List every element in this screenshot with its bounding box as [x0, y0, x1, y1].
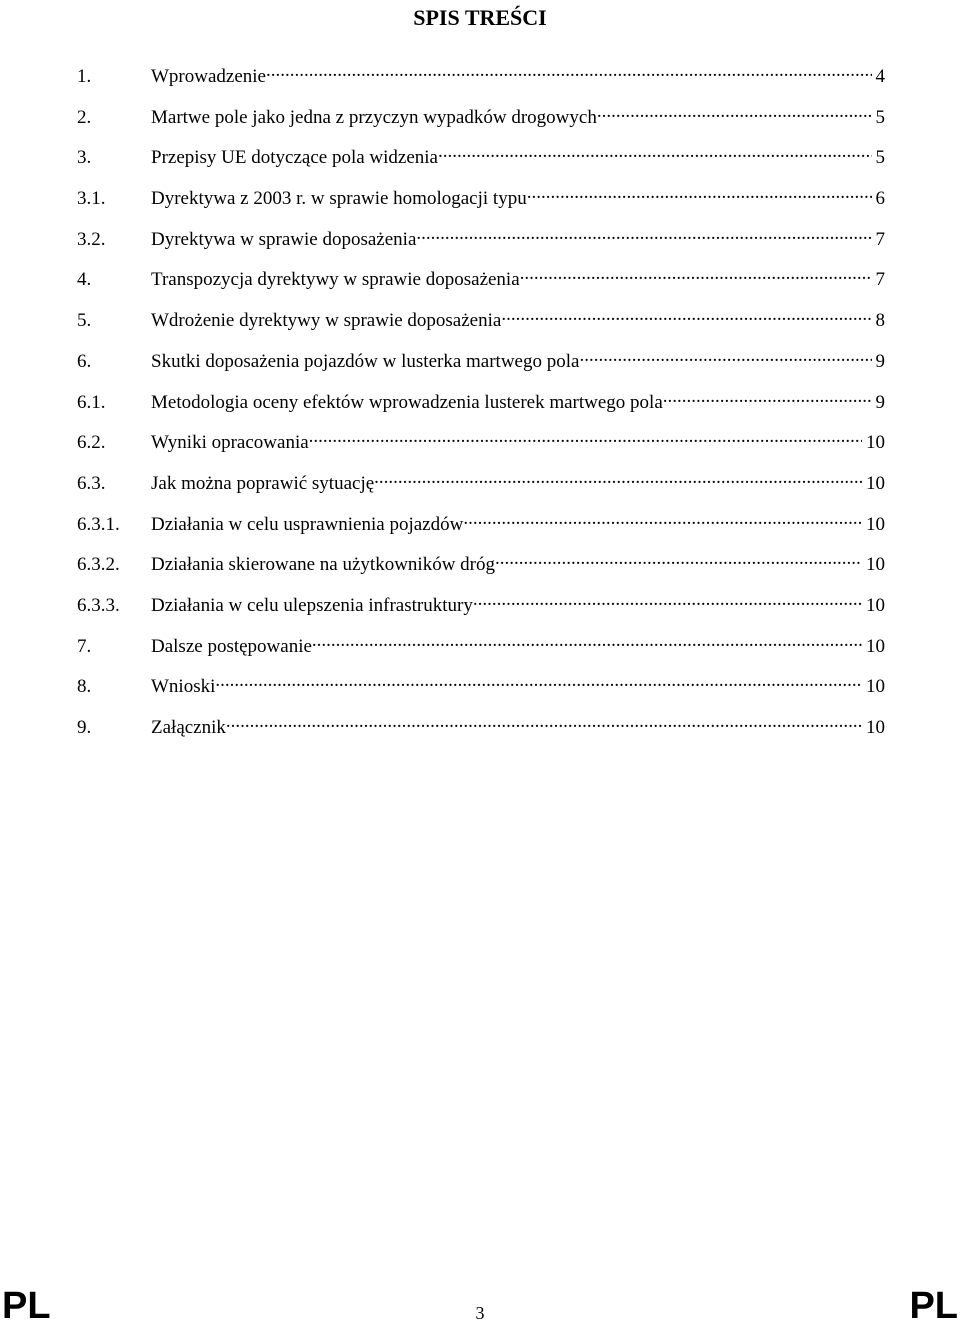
toc-leader-dots	[473, 589, 862, 611]
toc-entry-page: 10	[866, 513, 885, 535]
toc-entry-page: 10	[866, 472, 885, 494]
toc-entry[interactable]	[77, 101, 885, 142]
toc-entry-title: Załącznik	[151, 717, 226, 738]
toc-entry[interactable]	[77, 263, 885, 304]
footer-language-right: PL	[909, 1285, 958, 1327]
toc-entry-title: Skutki doposażenia pojazdów w lusterka martwego pola	[151, 350, 580, 372]
toc-entry[interactable]	[77, 711, 885, 752]
toc-leader-dots	[597, 101, 872, 123]
toc-entry-title: Dyrektywa z 2003 r. w sprawie homologacji typu	[151, 188, 527, 210]
toc-entry[interactable]	[77, 548, 885, 589]
toc-entry[interactable]	[77, 589, 885, 630]
toc-entry-page: 9	[875, 350, 885, 372]
toc-leader-dots	[663, 386, 872, 408]
toc-entry[interactable]	[77, 304, 885, 345]
toc-leader-dots	[416, 223, 871, 245]
toc-entry-number: 6.1.	[77, 391, 106, 413]
toc-entry[interactable]	[77, 426, 885, 467]
toc-entry-number: 8.	[77, 676, 92, 698]
toc-entry[interactable]	[77, 670, 885, 711]
toc-entry-number: 3.2.	[77, 228, 106, 250]
toc-entry-number: 2.	[77, 106, 92, 128]
toc-entry-page: 9	[875, 391, 885, 413]
toc-entry-page: 7	[875, 269, 885, 291]
toc-entry-number: 6.3.3.	[77, 594, 120, 616]
toc-entry[interactable]	[77, 467, 885, 508]
toc-entry-title: Wyniki opracowania	[151, 432, 309, 454]
toc-entry-page: 10	[866, 432, 885, 454]
toc-entry-title: Działania skierowane na użytkowników dróg	[151, 554, 496, 576]
toc-entry-page: 10	[866, 676, 885, 698]
footer-language-left: PL	[2, 1285, 51, 1327]
toc-entry-title: Wdrożenie dyrektywy w sprawie doposażenia	[151, 310, 502, 332]
toc-leader-dots	[501, 304, 871, 326]
toc-entry[interactable]	[77, 630, 885, 671]
toc-entry-page: 5	[875, 147, 885, 169]
toc-entry-number: 7.	[77, 635, 92, 657]
toc-entry-number: 6.3.	[77, 472, 106, 494]
toc-entry-number: 6.	[77, 350, 92, 372]
toc-entry-page: 10	[866, 554, 885, 576]
toc-leader-dots	[463, 508, 862, 530]
toc-entry-number: 6.2.	[77, 432, 106, 454]
toc-leader-dots	[495, 548, 862, 570]
toc-leader-dots	[215, 670, 862, 692]
table-of-contents	[77, 60, 885, 752]
toc-entry[interactable]	[77, 141, 885, 182]
toc-entry-page: 8	[875, 310, 885, 332]
toc-entry-title: Jak można poprawić sytuację	[151, 472, 375, 494]
toc-leader-dots	[527, 182, 872, 204]
toc-entry-number: 5.	[77, 310, 92, 332]
toc-entry[interactable]	[77, 386, 885, 427]
page-title: SPIS TREŚCI	[413, 5, 547, 30]
toc-entry-number: 6.3.2.	[77, 554, 120, 576]
toc-entry-title: Wnioski	[151, 676, 216, 698]
toc-leader-dots	[266, 60, 872, 82]
toc-leader-dots	[520, 263, 872, 285]
toc-entry-title: Transpozycja dyrektywy w sprawie doposażenia	[151, 269, 520, 291]
toc-entry[interactable]	[77, 345, 885, 386]
toc-entry-number: 3.1.	[77, 188, 106, 210]
toc-entry-title: Przepisy UE dotyczące pola widzenia	[151, 147, 438, 169]
toc-entry-title: Dalsze postępowanie	[151, 635, 312, 657]
toc-entry-title: Działania w celu usprawnienia pojazdów	[151, 513, 464, 535]
toc-leader-dots	[226, 711, 862, 733]
toc-entry-title: Metodologia oceny efektów wprowadzenia lusterek martwego pola	[151, 391, 663, 413]
toc-leader-dots	[309, 426, 862, 448]
toc-entry-title: Martwe pole jako jedna z przyczyn wypadków drogowych	[151, 106, 597, 128]
footer-page-number: 3	[475, 1303, 485, 1323]
toc-entry-number: 9.	[77, 717, 92, 738]
toc-entry-number: 3.	[77, 147, 92, 169]
toc-entry-page: 6	[875, 188, 885, 210]
toc-entry-number: 6.3.1.	[77, 513, 120, 535]
toc-entry-title: Wprowadzenie	[151, 66, 266, 87]
toc-entry-number: 1.	[77, 66, 92, 87]
toc-leader-dots	[312, 630, 862, 652]
toc-entry-page: 5	[875, 106, 885, 128]
toc-leader-dots	[374, 467, 862, 489]
toc-entry[interactable]	[77, 182, 885, 223]
toc-entry-page: 7	[875, 228, 885, 250]
toc-entry-page: 10	[866, 635, 885, 657]
toc-entry[interactable]	[77, 223, 885, 264]
toc-entry-page: 10	[866, 717, 885, 738]
toc-leader-dots	[579, 345, 871, 367]
toc-entry[interactable]	[77, 60, 885, 101]
toc-leader-dots	[438, 141, 872, 163]
toc-entry-page: 4	[875, 66, 885, 87]
toc-entry[interactable]	[77, 508, 885, 549]
toc-entry-title: Dyrektywa w sprawie doposażenia	[151, 228, 417, 250]
toc-entry-page: 10	[866, 594, 885, 616]
toc-entry-title: Działania w celu ulepszenia infrastruktury	[151, 594, 473, 616]
toc-entry-number: 4.	[77, 269, 92, 291]
